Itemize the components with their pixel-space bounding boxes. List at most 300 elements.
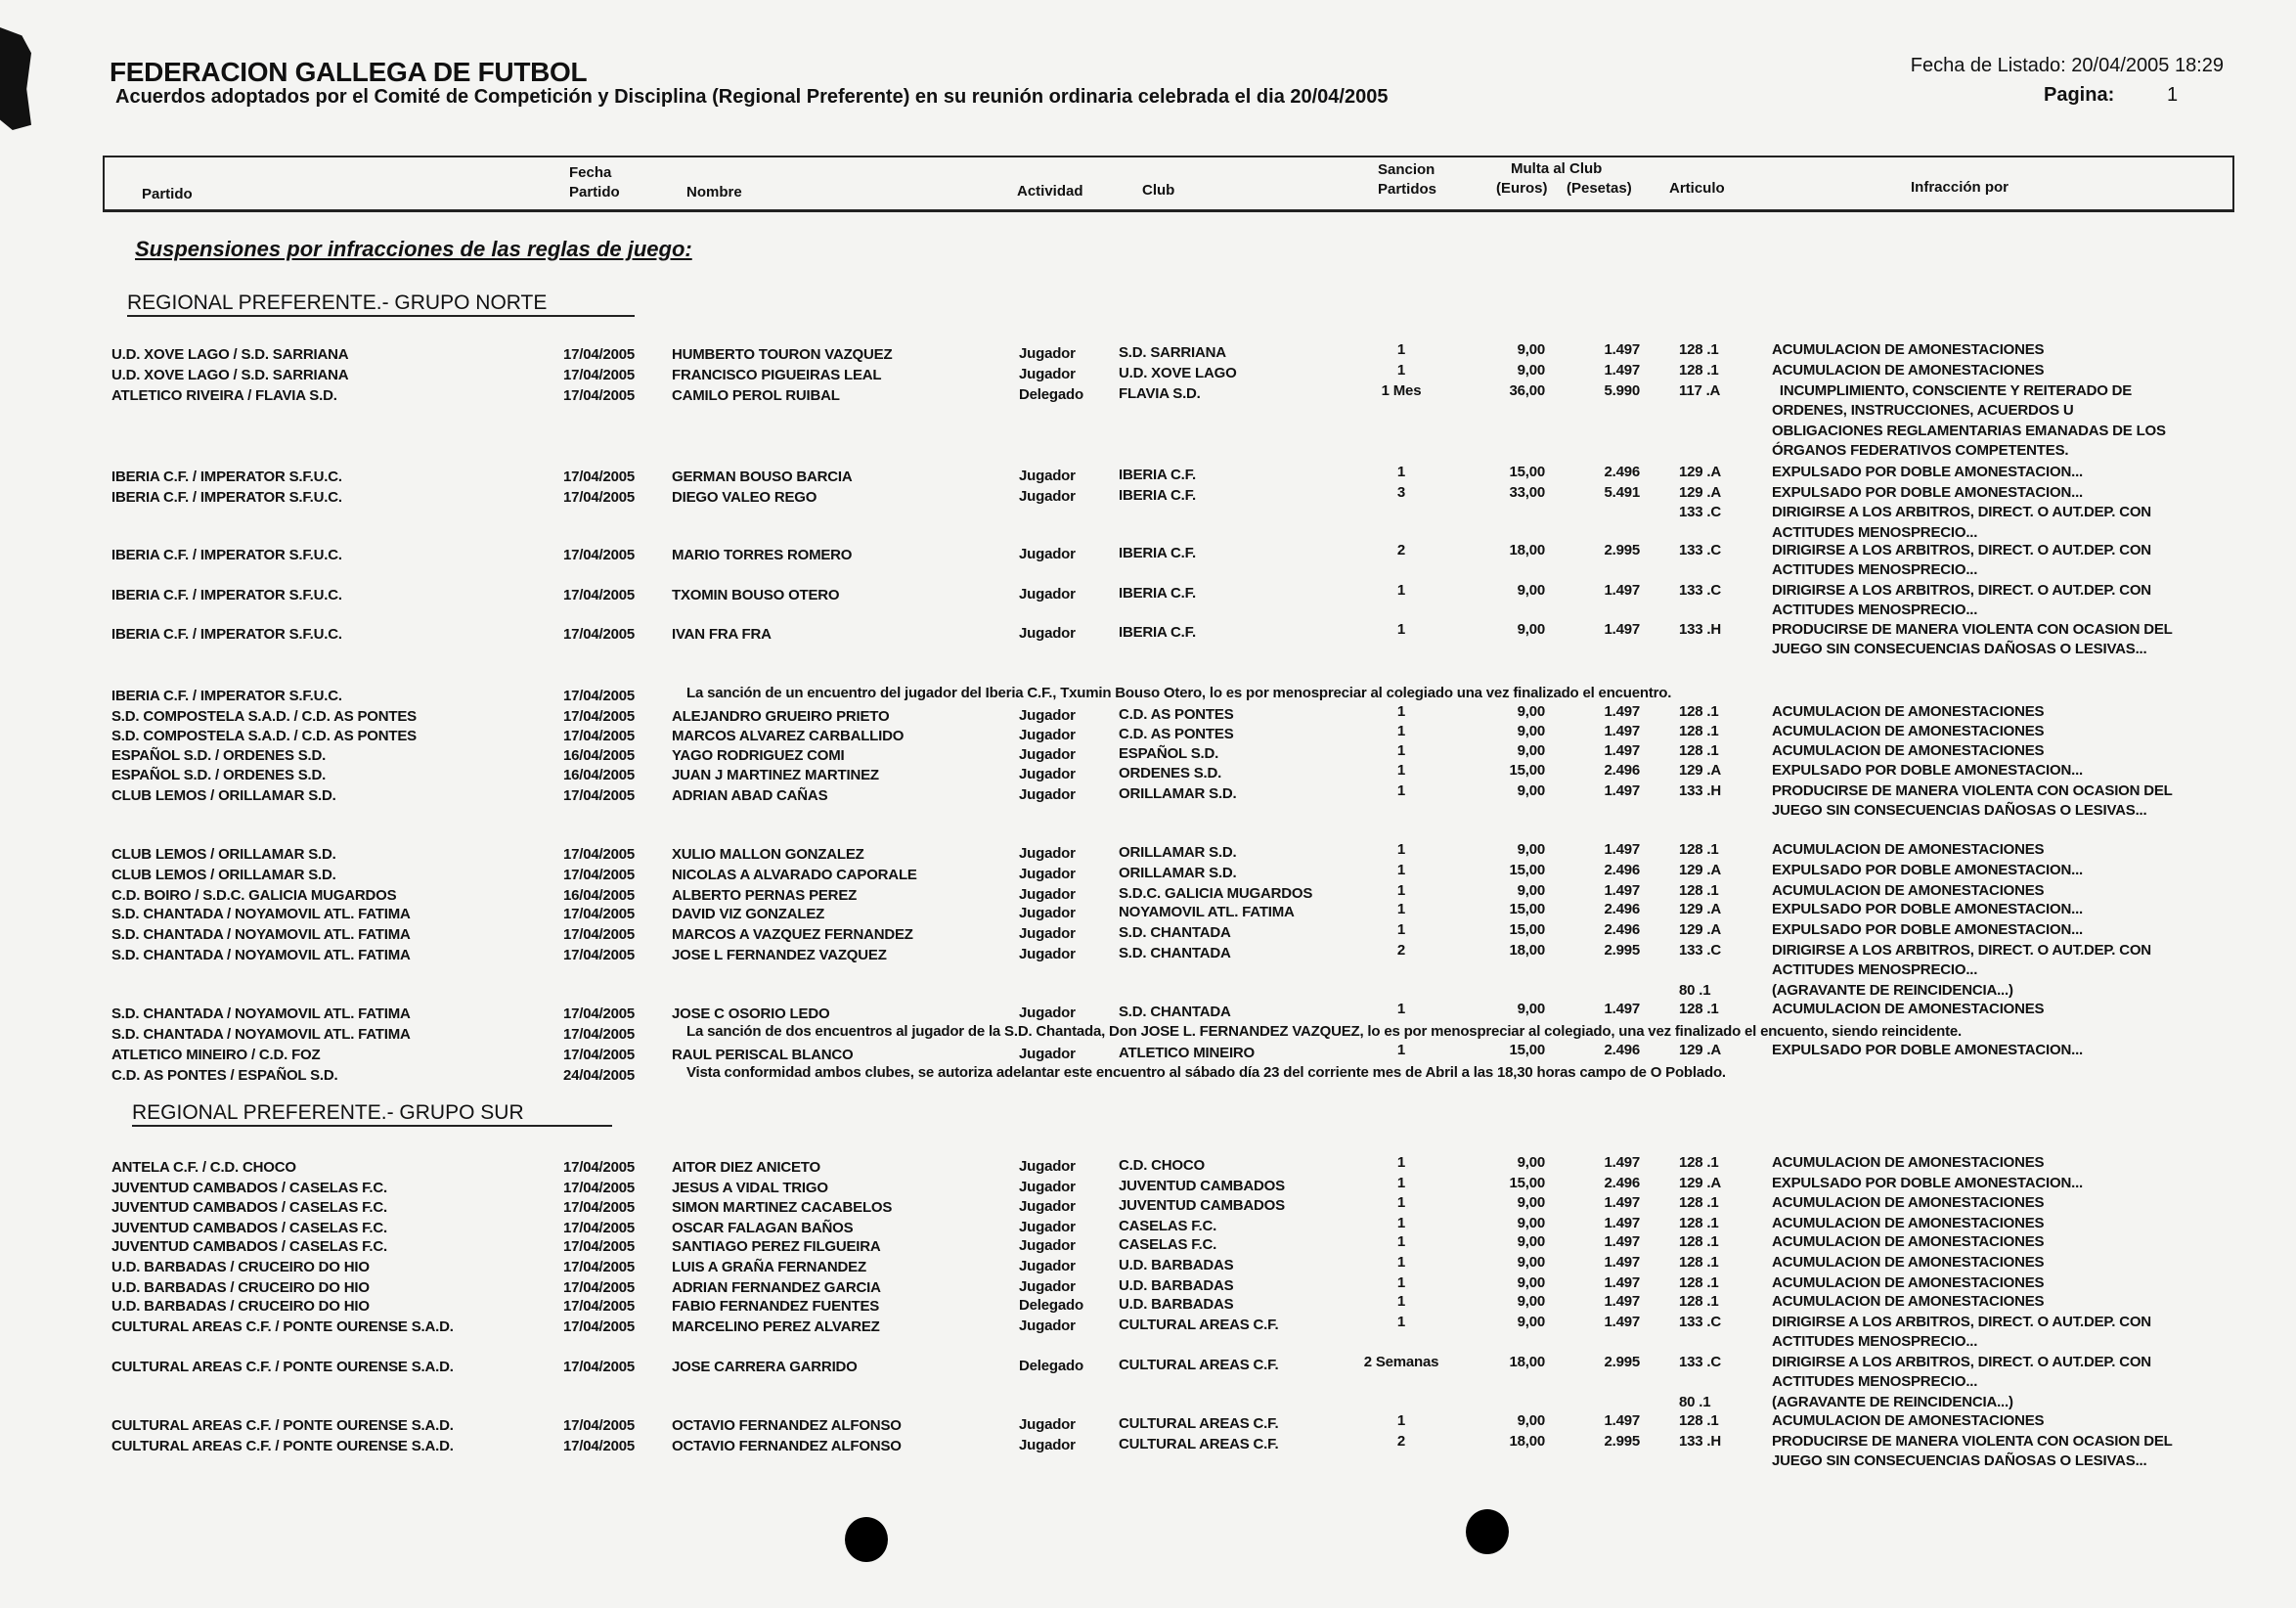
record-pesetas: 1.497 <box>1604 1293 1640 1310</box>
record-articulo: 128 .1 <box>1679 882 1719 899</box>
record-articulo: 128 .1 <box>1679 742 1719 759</box>
record-infraccion: EXPULSADO POR DOBLE AMONESTACION... <box>1772 921 2084 938</box>
record-fecha: 17/04/2005 <box>563 728 636 744</box>
record-partido: C.D. BOIRO / S.D.C. GALICIA MUGARDOS <box>111 887 397 904</box>
record-articulo: 129 .A <box>1679 762 1721 779</box>
col-sancion-partidos: Partidos <box>1378 181 1437 198</box>
record-pesetas: 2.995 <box>1604 942 1640 959</box>
record-articulo: 133 .C <box>1679 942 1721 959</box>
record-euros: 15,00 <box>1509 1042 1545 1058</box>
record-club: ORILLAMAR S.D. <box>1119 865 1237 881</box>
record-club: ORDENES S.D. <box>1119 765 1222 782</box>
record-nombre: DIEGO VALEO REGO <box>672 489 817 506</box>
record-actividad: Jugador <box>1019 786 1076 803</box>
record-fecha: 16/04/2005 <box>563 747 636 764</box>
record-pesetas: 1.497 <box>1604 582 1640 599</box>
record-actividad: Jugador <box>1019 625 1076 642</box>
record-articulo: 128 .1 <box>1679 1001 1719 1017</box>
record-actividad: Jugador <box>1019 366 1076 382</box>
record-articulo: 129 .A <box>1679 862 1721 878</box>
record-articulo: 128 .1 <box>1679 1274 1719 1291</box>
record-euros: 9,00 <box>1517 1314 1545 1330</box>
record-club: S.D. CHANTADA <box>1119 945 1231 961</box>
record-sancion: 1 <box>1396 1194 1406 1211</box>
record-nombre: HUMBERTO TOURON VAZQUEZ <box>672 346 893 363</box>
record-club: U.D. XOVE LAGO <box>1119 365 1237 381</box>
record-articulo: 128 .1 <box>1679 723 1719 739</box>
group-heading: REGIONAL PREFERENTE.- GRUPO SUR <box>132 1101 612 1127</box>
record-club: S.D. CHANTADA <box>1119 924 1231 941</box>
page-label: Pagina: <box>2044 84 2115 106</box>
record-partido: S.D. COMPOSTELA S.A.D. / C.D. AS PONTES <box>111 728 417 744</box>
record-pesetas: 1.497 <box>1604 723 1640 739</box>
record-pesetas: 1.497 <box>1604 782 1640 799</box>
record-fecha: 17/04/2005 <box>563 1318 636 1335</box>
record-sancion: 1 <box>1396 1215 1406 1231</box>
record-partido: U.D. XOVE LAGO / S.D. SARRIANA <box>111 346 349 363</box>
record-nombre: OCTAVIO FERNANDEZ ALFONSO <box>672 1417 902 1434</box>
record-sancion: 1 <box>1396 464 1406 480</box>
record-fecha: 17/04/2005 <box>563 846 636 863</box>
record-infraccion: ACUMULACION DE AMONESTACIONES <box>1772 1254 2045 1271</box>
record-partido: JUVENTUD CAMBADOS / CASELAS F.C. <box>111 1238 387 1255</box>
record-pesetas: 1.497 <box>1604 362 1640 379</box>
record-partido: S.D. CHANTADA / NOYAMOVIL ATL. FATIMA <box>111 1005 411 1022</box>
record-nombre: JOSE L FERNANDEZ VAZQUEZ <box>672 947 887 963</box>
record-fecha: 17/04/2005 <box>563 708 636 725</box>
record-actividad: Jugador <box>1019 1278 1076 1295</box>
page-number: 1 <box>2167 84 2179 106</box>
col-fecha-partido: Partido <box>569 184 620 201</box>
record-nombre: SANTIAGO PEREZ FILGUEIRA <box>672 1238 881 1255</box>
record-sancion: 1 <box>1396 723 1406 739</box>
record-pesetas: 1.497 <box>1604 1314 1640 1330</box>
record-pesetas: 2.995 <box>1604 542 1640 558</box>
record-articulo: 129 .A <box>1679 484 1721 501</box>
record-infraccion: ACUMULACION DE AMONESTACIONES <box>1772 341 2045 358</box>
record-partido: S.D. CHANTADA / NOYAMOVIL ATL. FATIMA <box>111 926 411 943</box>
record-infraccion: DIRIGIRSE A LOS ARBITROS, DIRECT. O AUT.DEP. CON ACTITUDES MENOSPRECIO... <box>1772 1354 2151 1391</box>
col-articulo: Articulo <box>1669 180 1725 197</box>
record-partido: U.D. XOVE LAGO / S.D. SARRIANA <box>111 367 349 383</box>
record-nombre: OSCAR FALAGAN BAÑOS <box>672 1220 854 1236</box>
record-articulo: 80 .1 <box>1679 1393 1711 1410</box>
col-actividad: Actividad <box>1017 183 1083 200</box>
record-euros: 15,00 <box>1509 862 1545 878</box>
scan-mark <box>0 27 31 130</box>
record-nombre: RAUL PERISCAL BLANCO <box>672 1047 854 1063</box>
record-sancion: 1 <box>1396 1412 1406 1429</box>
record-nombre: JOSE CARRERA GARRIDO <box>672 1359 858 1375</box>
record-club: U.D. BARBADAS <box>1119 1296 1234 1313</box>
record-sancion: 1 <box>1396 1154 1406 1171</box>
punch-hole <box>845 1517 888 1562</box>
record-infraccion: PRODUCIRSE DE MANERA VIOLENTA CON OCASION DEL JUEGO SIN CONSECUENCIAS DAÑOSAS O LESIVAS... <box>1772 621 2173 658</box>
record-pesetas: 1.497 <box>1604 1154 1640 1171</box>
record-euros: 9,00 <box>1517 703 1545 720</box>
record-club: ORILLAMAR S.D. <box>1119 785 1237 802</box>
record-fecha: 17/04/2005 <box>563 688 636 704</box>
record-articulo: 133 .H <box>1679 782 1721 799</box>
record-nombre: SIMON MARTINEZ CACABELOS <box>672 1199 893 1216</box>
record-sancion: 1 <box>1396 782 1406 799</box>
record-pesetas: 1.497 <box>1604 742 1640 759</box>
record-infraccion: ACUMULACION DE AMONESTACIONES <box>1772 1001 2045 1017</box>
col-club: Club <box>1142 182 1175 199</box>
record-nombre: NICOLAS A ALVARADO CAPORALE <box>672 867 917 883</box>
record-pesetas: 2.995 <box>1604 1433 1640 1450</box>
record-fecha: 17/04/2005 <box>563 346 636 363</box>
record-infraccion: ACUMULACION DE AMONESTACIONES <box>1772 1194 2045 1211</box>
record-sancion: 2 <box>1396 1433 1406 1450</box>
record-fecha: 16/04/2005 <box>563 887 636 904</box>
record-fecha: 17/04/2005 <box>563 867 636 883</box>
record-sancion: 1 <box>1396 1175 1406 1191</box>
record-euros: 9,00 <box>1517 1154 1545 1171</box>
record-partido: U.D. BARBADAS / CRUCEIRO DO HIO <box>111 1279 370 1296</box>
record-articulo: 129 .A <box>1679 464 1721 480</box>
record-fecha: 17/04/2005 <box>563 489 636 506</box>
record-infraccion: DIRIGIRSE A LOS ARBITROS, DIRECT. O AUT.DEP. CON ACTITUDES MENOSPRECIO... <box>1772 504 2151 541</box>
col-nombre: Nombre <box>686 184 742 201</box>
record-club: S.D.C. GALICIA MUGARDOS <box>1119 885 1313 902</box>
record-actividad: Jugador <box>1019 1179 1076 1195</box>
record-partido: S.D. COMPOSTELA S.A.D. / C.D. AS PONTES <box>111 708 417 725</box>
record-fecha: 17/04/2005 <box>563 1279 636 1296</box>
record-pesetas: 1.497 <box>1604 621 1640 638</box>
record-actividad: Jugador <box>1019 1046 1076 1062</box>
record-actividad: Delegado <box>1019 1297 1083 1314</box>
record-pesetas: 1.497 <box>1604 841 1640 858</box>
record-fecha: 17/04/2005 <box>563 1005 636 1022</box>
record-sancion: 1 <box>1396 882 1406 899</box>
record-actividad: Jugador <box>1019 946 1076 962</box>
record-club: C.D. AS PONTES <box>1119 706 1234 723</box>
record-partido: IBERIA C.F. / IMPERATOR S.F.U.C. <box>111 688 342 704</box>
record-nombre: ADRIAN ABAD CAÑAS <box>672 787 828 804</box>
record-fecha: 16/04/2005 <box>563 767 636 783</box>
record-pesetas: 2.496 <box>1604 862 1640 878</box>
record-nombre: ADRIAN FERNANDEZ GARCIA <box>672 1279 881 1296</box>
record-sancion: 1 <box>1396 1314 1406 1330</box>
record-actividad: Jugador <box>1019 345 1076 362</box>
record-nombre: OCTAVIO FERNANDEZ ALFONSO <box>672 1438 902 1454</box>
record-actividad: Jugador <box>1019 488 1076 505</box>
record-sancion: 1 <box>1396 362 1406 379</box>
record-nombre: GERMAN BOUSO BARCIA <box>672 469 853 485</box>
record-partido: CLUB LEMOS / ORILLAMAR S.D. <box>111 787 336 804</box>
record-fecha: 17/04/2005 <box>563 626 636 643</box>
record-fecha: 17/04/2005 <box>563 787 636 804</box>
record-nombre: TXOMIN BOUSO OTERO <box>672 587 840 603</box>
record-club: JUVENTUD CAMBADOS <box>1119 1197 1285 1214</box>
record-partido: IBERIA C.F. / IMPERATOR S.F.U.C. <box>111 469 342 485</box>
record-club: ATLETICO MINEIRO <box>1119 1045 1256 1061</box>
record-fecha: 17/04/2005 <box>563 469 636 485</box>
record-articulo: 133 .H <box>1679 1433 1721 1450</box>
col-fecha: Fecha <box>569 164 612 181</box>
record-infraccion: DIRIGIRSE A LOS ARBITROS, DIRECT. O AUT.DEP. CON ACTITUDES MENOSPRECIO... <box>1772 942 2151 979</box>
record-nombre: LUIS A GRAÑA FERNANDEZ <box>672 1259 866 1275</box>
record-infraccion: ACUMULACION DE AMONESTACIONES <box>1772 1412 2045 1429</box>
record-club: IBERIA C.F. <box>1119 467 1196 483</box>
record-articulo: 128 .1 <box>1679 1254 1719 1271</box>
record-fecha: 17/04/2005 <box>563 1047 636 1063</box>
record-sancion: 1 <box>1396 621 1406 638</box>
record-sancion: 2 Semanas <box>1363 1354 1439 1370</box>
record-infraccion: ACUMULACION DE AMONESTACIONES <box>1772 1154 2045 1171</box>
record-infraccion: ACUMULACION DE AMONESTACIONES <box>1772 841 2045 858</box>
record-nombre: XULIO MALLON GONZALEZ <box>672 846 864 863</box>
record-note: Vista conformidad ambos clubes, se autoriza adelantar este encuentro al sábado día 23 del corriente mes de Abril a las 18,30 horas campo de O Poblado. <box>686 1064 1726 1081</box>
record-euros: 15,00 <box>1509 464 1545 480</box>
record-fecha: 17/04/2005 <box>563 1417 636 1434</box>
record-infraccion: ACUMULACION DE AMONESTACIONES <box>1772 362 2045 379</box>
record-nombre: AITOR DIEZ ANICETO <box>672 1159 820 1176</box>
record-club: CULTURAL AREAS C.F. <box>1119 1415 1279 1432</box>
record-actividad: Jugador <box>1019 905 1076 921</box>
col-infraccion: Infracción por <box>1911 179 2009 196</box>
record-euros: 15,00 <box>1509 921 1545 938</box>
record-euros: 18,00 <box>1509 542 1545 558</box>
section-title: Suspensiones por infracciones de las reglas de juego: <box>135 237 692 261</box>
record-club: CULTURAL AREAS C.F. <box>1119 1357 1279 1373</box>
record-actividad: Jugador <box>1019 1318 1076 1334</box>
record-articulo: 117 .A <box>1679 382 1721 399</box>
document-subtitle: Acuerdos adoptados por el Comité de Competición y Disciplina (Regional Preferente) en su reunión ordinaria celebrada el dia 20/04/2005 <box>115 86 1389 108</box>
record-pesetas: 1.497 <box>1604 1215 1640 1231</box>
punch-hole <box>1466 1509 1509 1554</box>
record-nombre: MARCELINO PEREZ ALVAREZ <box>672 1318 880 1335</box>
record-euros: 9,00 <box>1517 362 1545 379</box>
record-club: S.D. CHANTADA <box>1119 1004 1231 1020</box>
record-sancion: 1 <box>1396 1274 1406 1291</box>
record-infraccion: EXPULSADO POR DOBLE AMONESTACION... <box>1772 862 2084 878</box>
record-infraccion: EXPULSADO POR DOBLE AMONESTACION... <box>1772 484 2084 501</box>
record-nombre: FRANCISCO PIGUEIRAS LEAL <box>672 367 882 383</box>
record-fecha: 17/04/2005 <box>563 1026 636 1043</box>
col-multa: Multa al Club <box>1511 160 1603 177</box>
record-club: IBERIA C.F. <box>1119 545 1196 561</box>
record-actividad: Jugador <box>1019 925 1076 942</box>
col-pesetas: (Pesetas) <box>1567 180 1632 197</box>
record-euros: 9,00 <box>1517 1254 1545 1271</box>
record-sancion: 1 <box>1396 1001 1406 1017</box>
record-actividad: Jugador <box>1019 1219 1076 1235</box>
record-actividad: Jugador <box>1019 586 1076 603</box>
record-euros: 15,00 <box>1509 1175 1545 1191</box>
record-partido: IBERIA C.F. / IMPERATOR S.F.U.C. <box>111 489 342 506</box>
record-pesetas: 1.497 <box>1604 882 1640 899</box>
record-partido: CULTURAL AREAS C.F. / PONTE OURENSE S.A.D. <box>111 1318 454 1335</box>
record-infraccion: EXPULSADO POR DOBLE AMONESTACION... <box>1772 464 2084 480</box>
record-infraccion: EXPULSADO POR DOBLE AMONESTACION... <box>1772 762 2084 779</box>
record-partido: S.D. CHANTADA / NOYAMOVIL ATL. FATIMA <box>111 906 411 922</box>
record-fecha: 17/04/2005 <box>563 367 636 383</box>
record-sancion: 1 <box>1396 1254 1406 1271</box>
record-actividad: Jugador <box>1019 468 1076 484</box>
record-actividad: Jugador <box>1019 766 1076 782</box>
record-partido: JUVENTUD CAMBADOS / CASELAS F.C. <box>111 1180 387 1196</box>
record-club: JUVENTUD CAMBADOS <box>1119 1178 1285 1194</box>
record-partido: CLUB LEMOS / ORILLAMAR S.D. <box>111 846 336 863</box>
record-euros: 9,00 <box>1517 621 1545 638</box>
record-fecha: 17/04/2005 <box>563 547 636 563</box>
record-actividad: Jugador <box>1019 727 1076 743</box>
record-sancion: 1 <box>1396 582 1406 599</box>
record-articulo: 129 .A <box>1679 1042 1721 1058</box>
record-infraccion: ACUMULACION DE AMONESTACIONES <box>1772 742 2045 759</box>
record-actividad: Delegado <box>1019 1358 1083 1374</box>
record-actividad: Jugador <box>1019 1437 1076 1453</box>
record-club: CASELAS F.C. <box>1119 1218 1217 1234</box>
record-nombre: YAGO RODRIGUEZ COMI <box>672 747 845 764</box>
record-euros: 9,00 <box>1517 1274 1545 1291</box>
record-partido: CULTURAL AREAS C.F. / PONTE OURENSE S.A.D. <box>111 1438 454 1454</box>
record-infraccion: DIRIGIRSE A LOS ARBITROS, DIRECT. O AUT.DEP. CON ACTITUDES MENOSPRECIO... <box>1772 1314 2151 1351</box>
record-pesetas: 2.496 <box>1604 921 1640 938</box>
record-nombre: MARIO TORRES ROMERO <box>672 547 853 563</box>
record-fecha: 17/04/2005 <box>563 1238 636 1255</box>
record-partido: JUVENTUD CAMBADOS / CASELAS F.C. <box>111 1199 387 1216</box>
record-fecha: 17/04/2005 <box>563 1259 636 1275</box>
col-partido: Partido <box>142 186 193 202</box>
record-infraccion: ACUMULACION DE AMONESTACIONES <box>1772 1293 2045 1310</box>
record-partido: IBERIA C.F. / IMPERATOR S.F.U.C. <box>111 626 342 643</box>
record-note: La sanción de un encuentro del jugador del Iberia C.F., Txumin Bouso Otero, lo es por menospreciar al colegiado una vez finalizado el encuentro. <box>686 685 1672 701</box>
record-nombre: ALBERTO PERNAS PEREZ <box>672 887 858 904</box>
record-sancion: 1 <box>1396 703 1406 720</box>
record-pesetas: 1.497 <box>1604 1194 1640 1211</box>
record-nombre: MARCOS A VAZQUEZ FERNANDEZ <box>672 926 913 943</box>
listing-date: Fecha de Listado: 20/04/2005 18:29 <box>1910 55 2224 76</box>
record-note: La sanción de dos encuentros al jugador de la S.D. Chantada, Don JOSE L. FERNANDEZ VAZQUEZ, lo es por menospreciar al colegiado, una vez finalizado el encuento, siendo reincidente. <box>686 1023 1962 1040</box>
record-club: CULTURAL AREAS C.F. <box>1119 1436 1279 1452</box>
record-actividad: Delegado <box>1019 386 1083 403</box>
record-infraccion: DIRIGIRSE A LOS ARBITROS, DIRECT. O AUT.DEP. CON ACTITUDES MENOSPRECIO... <box>1772 582 2151 619</box>
record-club: C.D. CHOCO <box>1119 1157 1206 1174</box>
record-fecha: 17/04/2005 <box>563 587 636 603</box>
record-articulo: 128 .1 <box>1679 1293 1719 1310</box>
record-nombre: FABIO FERNANDEZ FUENTES <box>672 1298 880 1315</box>
record-fecha: 17/04/2005 <box>563 1438 636 1454</box>
record-nombre: MARCOS ALVAREZ CARBALLIDO <box>672 728 905 744</box>
record-actividad: Jugador <box>1019 546 1076 562</box>
record-partido: U.D. BARBADAS / CRUCEIRO DO HIO <box>111 1298 370 1315</box>
record-articulo: 133 .H <box>1679 621 1721 638</box>
document-title: FEDERACION GALLEGA DE FUTBOL <box>110 57 588 87</box>
record-fecha: 17/04/2005 <box>563 1359 636 1375</box>
record-infraccion: ACUMULACION DE AMONESTACIONES <box>1772 723 2045 739</box>
record-euros: 15,00 <box>1509 762 1545 779</box>
record-pesetas: 1.497 <box>1604 703 1640 720</box>
record-euros: 18,00 <box>1509 1354 1545 1370</box>
record-euros: 9,00 <box>1517 1412 1545 1429</box>
record-nombre: ALEJANDRO GRUEIRO PRIETO <box>672 708 890 725</box>
record-actividad: Jugador <box>1019 1005 1076 1021</box>
record-infraccion: INCUMPLIMIENTO, CONSCIENTE Y REITERADO DE ORDENES, INSTRUCCIONES, ACUERDOS U OBLIGACIONES REGLAMENTARIAS EMANADAS DE LOS ÓRGANOS FEDERATIVOS COMPETENTES. <box>1772 382 2166 460</box>
record-sancion: 2 <box>1396 942 1406 959</box>
record-infraccion: EXPULSADO POR DOBLE AMONESTACION... <box>1772 1042 2084 1058</box>
record-club: CULTURAL AREAS C.F. <box>1119 1317 1279 1333</box>
record-club: NOYAMOVIL ATL. FATIMA <box>1119 904 1295 920</box>
record-nombre: IVAN FRA FRA <box>672 626 772 643</box>
record-infraccion: (AGRAVANTE DE REINCIDENCIA...) <box>1772 1393 2013 1410</box>
record-infraccion: DIRIGIRSE A LOS ARBITROS, DIRECT. O AUT.DEP. CON ACTITUDES MENOSPRECIO... <box>1772 542 2151 579</box>
record-euros: 9,00 <box>1517 742 1545 759</box>
record-euros: 18,00 <box>1509 1433 1545 1450</box>
record-infraccion: ACUMULACION DE AMONESTACIONES <box>1772 1233 2045 1250</box>
record-articulo: 133 .C <box>1679 1354 1721 1370</box>
record-articulo: 128 .1 <box>1679 341 1719 358</box>
record-euros: 9,00 <box>1517 1194 1545 1211</box>
record-club: FLAVIA S.D. <box>1119 385 1201 402</box>
record-partido: ESPAÑOL S.D. / ORDENES S.D. <box>111 767 327 783</box>
record-pesetas: 5.990 <box>1604 382 1640 399</box>
record-pesetas: 1.497 <box>1604 341 1640 358</box>
record-sancion: 1 <box>1396 341 1406 358</box>
record-articulo: 133 .C <box>1679 1314 1721 1330</box>
record-pesetas: 2.496 <box>1604 1175 1640 1191</box>
record-actividad: Jugador <box>1019 746 1076 763</box>
record-euros: 9,00 <box>1517 1293 1545 1310</box>
record-articulo: 128 .1 <box>1679 1233 1719 1250</box>
record-pesetas: 1.497 <box>1604 1001 1640 1017</box>
record-partido: CULTURAL AREAS C.F. / PONTE OURENSE S.A.D. <box>111 1359 454 1375</box>
record-sancion: 1 <box>1396 921 1406 938</box>
record-infraccion: ACUMULACION DE AMONESTACIONES <box>1772 882 2045 899</box>
record-sancion: 2 <box>1396 542 1406 558</box>
record-articulo: 129 .A <box>1679 901 1721 917</box>
record-articulo: 129 .A <box>1679 1175 1721 1191</box>
record-partido: IBERIA C.F. / IMPERATOR S.F.U.C. <box>111 587 342 603</box>
record-club: C.D. AS PONTES <box>1119 726 1234 742</box>
record-euros: 9,00 <box>1517 582 1545 599</box>
record-club: U.D. BARBADAS <box>1119 1277 1234 1294</box>
record-nombre: CAMILO PEROL RUIBAL <box>672 387 840 404</box>
record-euros: 36,00 <box>1509 382 1545 399</box>
record-club: IBERIA C.F. <box>1119 624 1196 641</box>
record-partido: ATLETICO MINEIRO / C.D. FOZ <box>111 1047 321 1063</box>
record-partido: JUVENTUD CAMBADOS / CASELAS F.C. <box>111 1220 387 1236</box>
record-pesetas: 1.497 <box>1604 1274 1640 1291</box>
record-partido: S.D. CHANTADA / NOYAMOVIL ATL. FATIMA <box>111 1026 411 1043</box>
record-euros: 9,00 <box>1517 1215 1545 1231</box>
record-pesetas: 2.995 <box>1604 1354 1640 1370</box>
record-articulo: 133 .C <box>1679 582 1721 599</box>
record-nombre: JESUS A VIDAL TRIGO <box>672 1180 828 1196</box>
record-infraccion: ACUMULACION DE AMONESTACIONES <box>1772 703 2045 720</box>
record-partido: ATLETICO RIVEIRA / FLAVIA S.D. <box>111 387 337 404</box>
record-euros: 9,00 <box>1517 1233 1545 1250</box>
record-euros: 9,00 <box>1517 882 1545 899</box>
record-pesetas: 2.496 <box>1604 1042 1640 1058</box>
record-sancion: 3 <box>1396 484 1406 501</box>
record-actividad: Jugador <box>1019 707 1076 724</box>
record-partido: ESPAÑOL S.D. / ORDENES S.D. <box>111 747 327 764</box>
record-infraccion: ACUMULACION DE AMONESTACIONES <box>1772 1274 2045 1291</box>
record-club: CASELAS F.C. <box>1119 1236 1217 1253</box>
record-articulo: 128 .1 <box>1679 703 1719 720</box>
record-fecha: 17/04/2005 <box>563 1220 636 1236</box>
record-articulo: 128 .1 <box>1679 1412 1719 1429</box>
record-partido: CULTURAL AREAS C.F. / PONTE OURENSE S.A.D. <box>111 1417 454 1434</box>
record-infraccion: (AGRAVANTE DE REINCIDENCIA...) <box>1772 981 2013 999</box>
record-articulo: 133 .C <box>1679 504 1721 521</box>
record-articulo: 80 .1 <box>1679 981 1711 999</box>
record-articulo: 128 .1 <box>1679 841 1719 858</box>
record-pesetas: 2.496 <box>1604 464 1640 480</box>
